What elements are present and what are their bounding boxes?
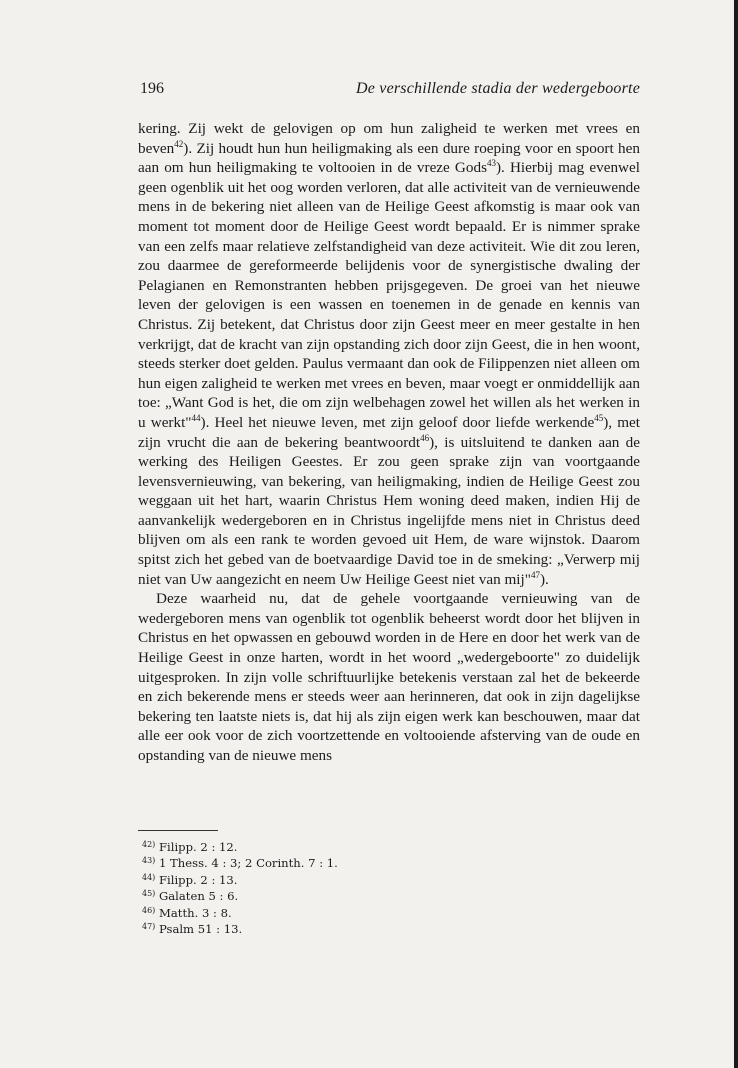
footnote: [142, 904, 338, 920]
footnote-text: Psalm 51 : 13.: [159, 922, 243, 937]
footnote-number: 45): [142, 889, 156, 899]
body-text: [138, 119, 640, 766]
page-header: [138, 80, 640, 102]
footnote-number: 46): [142, 905, 156, 915]
footnote-ref: 42: [174, 138, 184, 149]
footnote-number: 43): [142, 856, 156, 866]
text-run: ), met zijn vrucht die aan de bekering beantwoordt: [138, 413, 640, 451]
paragraph-1: [138, 119, 640, 589]
footnote: [142, 887, 338, 903]
footnote-text: Filipp. 2 : 13.: [159, 872, 238, 887]
text-run: ).: [539, 570, 549, 588]
text-run: ), is uitsluitend te danken aan de werking des Heiligen Geestes. Er zou geen sprake zijn van voortgaande levensvernieuwing, van bekering, van heiligmaking, indien de Heilige Geest zou weggaan uit het hart, waarin Christus Hem woning deed maken, indien Hij de aanvankelijk wedergeboren en in Christus ingelijfde mens niet in Christus deed blijven om als een rank te worden gevoed uit Hem, de ware wijnstok. Daarom spitst zich het gebed van de boetvaardige David toe in de smeking: „Verwerp mij niet van Uw aangezicht en neem Uw Heilige Geest niet van mij": [138, 433, 640, 588]
footnote-ref: 43: [486, 158, 496, 169]
text-run: ). Hierbij mag evenwel geen ogenblik uit het oog worden verloren, dat alle activiteit van de vernieuwende mens in de bekering niet alleen van de Heilige Geest afkomstig is maar ook van moment tot moment door de Heilige Geest wordt bepaald. Er is nimmer sprake van een zelfs maar relatieve zelfstandigheid van deze activiteit. Wie dit zou leren, zou daarmee de gereformeerde belijdenis voor de synergistische dwaling der Pelagianen en Remonstranten hebben prijsgegeven. De groei van het nieuwe leven der gelovigen is een wassen en toenemen in de genade en kennis van Christus. Zij betekent, dat Christus door zijn Geest meer en meer gestalte in hen verkrijgt, dat de kracht van zijn opstanding zich door zijn Geest, die in hen woont, steeds sterker doet gelden. Paulus vermaant dan ook de Filippenzen niet alleen om hun eigen zaligheid te werken met vrees en beven, maar voegt er onmiddellijk aan toe: „Want God is het, die om zijn welbehagen zowel het willen als het werken in u werkt": [138, 159, 640, 431]
footnote-text: Galaten 5 : 6.: [159, 889, 239, 904]
footnote-number: 42): [142, 840, 156, 849]
footnote-text: 1 Thess. 4 : 3; 2 Corinth. 7 : 1.: [159, 856, 338, 871]
running-title: De verschillende stadia der wedergeboorte: [356, 80, 640, 97]
footnote: [142, 920, 338, 936]
text-run: kering. Zij wekt de gelovigen op om hun zaligheid te werken met vrees en beven: [138, 120, 640, 157]
footnote: [142, 871, 338, 887]
footnote-ref: 46: [420, 432, 430, 443]
footnote-number: 47): [142, 922, 156, 932]
footnote-ref: 47: [530, 569, 540, 580]
footnote-number: 44): [142, 872, 156, 882]
footnote-ref: 44: [191, 412, 201, 423]
footnote-text: Matth. 3 : 8.: [159, 905, 232, 920]
footnote-rule: [138, 830, 218, 831]
page-edge-shadow: [734, 0, 738, 1068]
paragraph-2: Deze waarheid nu, dat de gehele voortgaande vernieuwing van de wedergeboren mens van ogenblik tot ogenblik beheerst wordt door het blijven in Christus en het opwassen en gebouwd worden in de Here en door het werk van de Heilige Geest in onze harten, wordt in het woord „wedergeboorte" zo duidelijk uitgesproken. In zijn volle schriftuurlijke betekenis verstaan zal het de bekeerde en zich bekerende mens er steeds weer aan herinneren, dat ook in zijn dagelijkse bekering ten laatste niets is, dat hij als zijn eigen werk kan beschouwen, maar dat alle eer ook voor de zich voortzettende en voltooiende afsterving van de oude en opstanding van de nieuwe mens: [138, 590, 640, 764]
footnote-text: Filipp. 2 : 12.: [159, 840, 238, 854]
text-run: ). Zij houdt hun hun heiligmaking als een dure roeping voor en spoort hen aan om hun heiligmaking te voltooien in de vreze Gods: [138, 139, 640, 177]
footnote: [142, 854, 338, 870]
footnote-ref: 45: [594, 412, 604, 423]
page-number: 196: [140, 80, 164, 97]
text-run: ). Heel het nieuwe leven, met zijn geloof door liefde werkende: [200, 413, 595, 431]
footnote: [142, 838, 338, 854]
footnotes: [142, 838, 338, 936]
